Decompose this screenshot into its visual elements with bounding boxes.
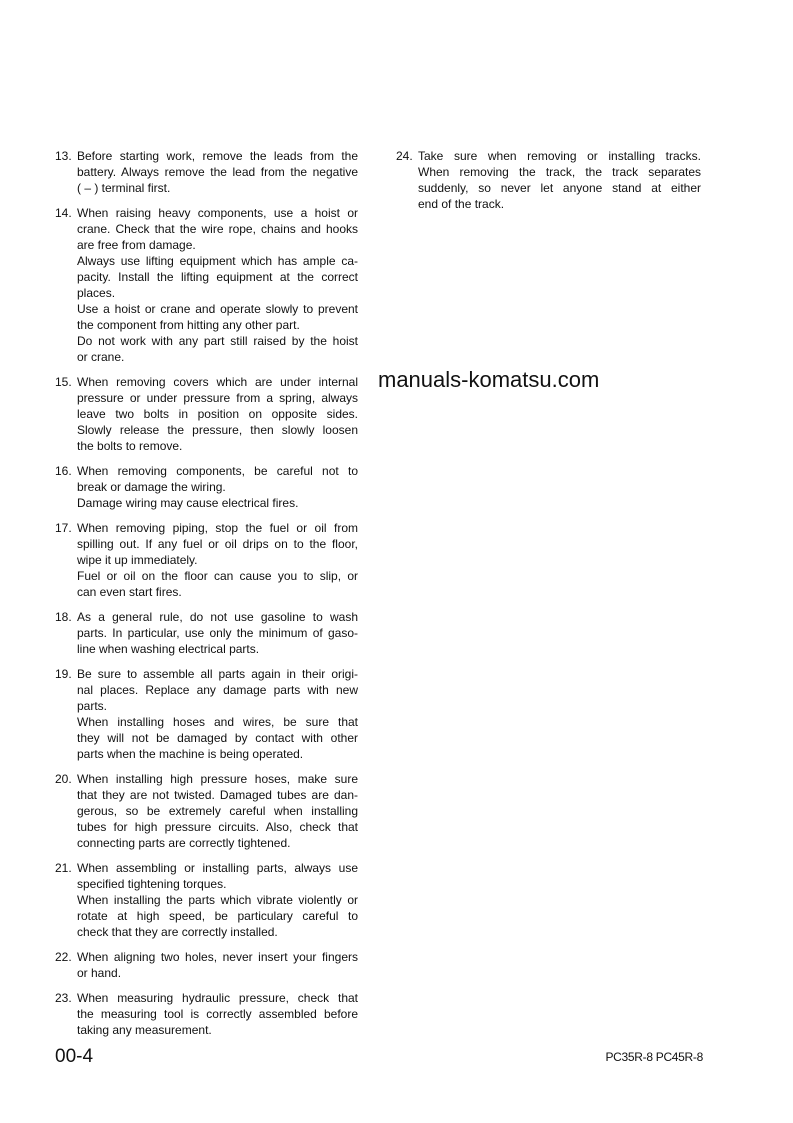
item-number: 23. xyxy=(55,991,72,1005)
left-column xyxy=(55,148,358,1047)
text-line: gerous, so be extremely careful when installing xyxy=(77,804,358,818)
list-item xyxy=(55,148,358,196)
text-line: ( – ) terminal first. xyxy=(77,181,171,195)
page-number: 00-4 xyxy=(55,1046,94,1067)
list-item xyxy=(55,990,358,1038)
text-line: Take sure when removing or installing tracks. xyxy=(418,149,701,163)
text-line: Fuel or oil on the floor can cause you to slip, or xyxy=(77,569,358,583)
text-line: Slowly release the pressure, then slowly loosen xyxy=(77,423,358,437)
text-line: As a general rule, do not use gasoline to wash xyxy=(77,610,358,624)
text-line: wipe it up immediately. xyxy=(77,553,198,567)
item-number: 16. xyxy=(55,464,72,478)
text-line: tubes for high pressure circuits. Also, check that xyxy=(77,820,358,834)
text-line: they will not be damaged by contact with other xyxy=(77,731,358,745)
list-item xyxy=(55,666,358,762)
text-line: pacity. Install the lifting equipment at the correct xyxy=(77,270,358,284)
text-line: leave two bolts in position on opposite sides. xyxy=(77,407,358,421)
text-line: or crane. xyxy=(77,350,125,364)
list-item xyxy=(55,463,358,511)
list-item xyxy=(55,949,358,981)
text-line: parts. In particular, use only the minimum of gaso- xyxy=(77,626,358,640)
text-line: When removing the track, the track separates xyxy=(418,165,701,179)
text-line: When installing hoses and wires, be sure that xyxy=(77,715,358,729)
text-line: pressure or under pressure from a spring, always xyxy=(77,391,358,405)
text-line: When measuring hydraulic pressure, check that xyxy=(77,991,358,1005)
item-number: 21. xyxy=(55,861,72,875)
text-line: spilling out. If any fuel or oil drips on to the floor, xyxy=(77,537,358,551)
text-line: line when washing electrical parts. xyxy=(77,642,260,656)
text-line: When removing components, be careful not to xyxy=(77,464,358,478)
text-line: When assembling or installing parts, always use xyxy=(77,861,358,875)
watermark: manuals-komatsu.com xyxy=(378,367,600,392)
item-number: 17. xyxy=(55,521,72,535)
list-item xyxy=(55,520,358,600)
text-line: When removing piping, stop the fuel or oil from xyxy=(77,521,358,535)
text-line: rotate at high speed, be particulary careful to xyxy=(77,909,358,923)
text-line: that they are not twisted. Damaged tubes are dan- xyxy=(77,788,358,802)
text-line: Do not work with any part still raised by the hoist xyxy=(77,334,358,348)
text-line: break or damage the wiring. xyxy=(77,480,226,494)
text-line: end of the track. xyxy=(418,197,505,211)
item-number: 20. xyxy=(55,772,72,786)
text-line: nal places. Replace any damage parts with new xyxy=(77,683,358,697)
text-line: When installing high pressure hoses, make sure xyxy=(77,772,358,786)
item-number: 19. xyxy=(55,667,72,681)
text-line: specified tightening torques. xyxy=(77,877,227,891)
list-item xyxy=(396,148,701,212)
text-line: parts when the machine is being operated. xyxy=(77,747,304,761)
item-number: 13. xyxy=(55,149,72,163)
item-number: 22. xyxy=(55,950,72,964)
list-item xyxy=(55,609,358,657)
text-line: When removing covers which are under internal xyxy=(77,375,358,389)
text-line: Be sure to assemble all parts again in their origi- xyxy=(77,667,358,681)
text-line: suddenly, so never let anyone stand at either xyxy=(418,181,701,195)
text-line: Use a hoist or crane and operate slowly to prevent xyxy=(77,302,358,316)
text-line: Always use lifting equipment which has ample ca- xyxy=(77,254,358,268)
text-line: Damage wiring may cause electrical fires. xyxy=(77,496,299,510)
text-line: crane. Check that the wire rope, chains and hooks xyxy=(77,222,358,236)
text-line: the component from hitting any other part. xyxy=(77,318,300,332)
text-line: When installing the parts which vibrate violently or xyxy=(77,893,358,907)
text-line: When aligning two holes, never insert your fingers xyxy=(77,950,358,964)
text-line: When raising heavy components, use a hoist or xyxy=(77,206,358,220)
item-number: 14. xyxy=(55,206,72,220)
text-line: Before starting work, remove the leads from the xyxy=(77,149,358,163)
text-line: the bolts to remove. xyxy=(77,439,183,453)
text-line: the measuring tool is correctly assembled before xyxy=(77,1007,358,1021)
text-line: battery. Always remove the lead from the negative xyxy=(77,165,358,179)
list-item xyxy=(55,205,358,365)
text-line: taking any measurement. xyxy=(77,1023,212,1037)
text-line: can even start fires. xyxy=(77,585,182,599)
right-column xyxy=(396,148,701,221)
item-number: 24. xyxy=(396,149,413,163)
text-line: parts. xyxy=(77,699,108,713)
text-line: are free from damage. xyxy=(77,238,196,252)
list-item xyxy=(55,374,358,454)
text-line: or hand. xyxy=(77,966,122,980)
model-designation: PC35R-8 PC45R-8 xyxy=(605,1050,703,1064)
list-item xyxy=(55,771,358,851)
list-item xyxy=(55,860,358,940)
item-number: 18. xyxy=(55,610,72,624)
item-number: 15. xyxy=(55,375,72,389)
text-line: check that they are correctly installed. xyxy=(77,925,278,939)
text-line: places. xyxy=(77,286,116,300)
text-line: connecting parts are correctly tightened. xyxy=(77,836,291,850)
